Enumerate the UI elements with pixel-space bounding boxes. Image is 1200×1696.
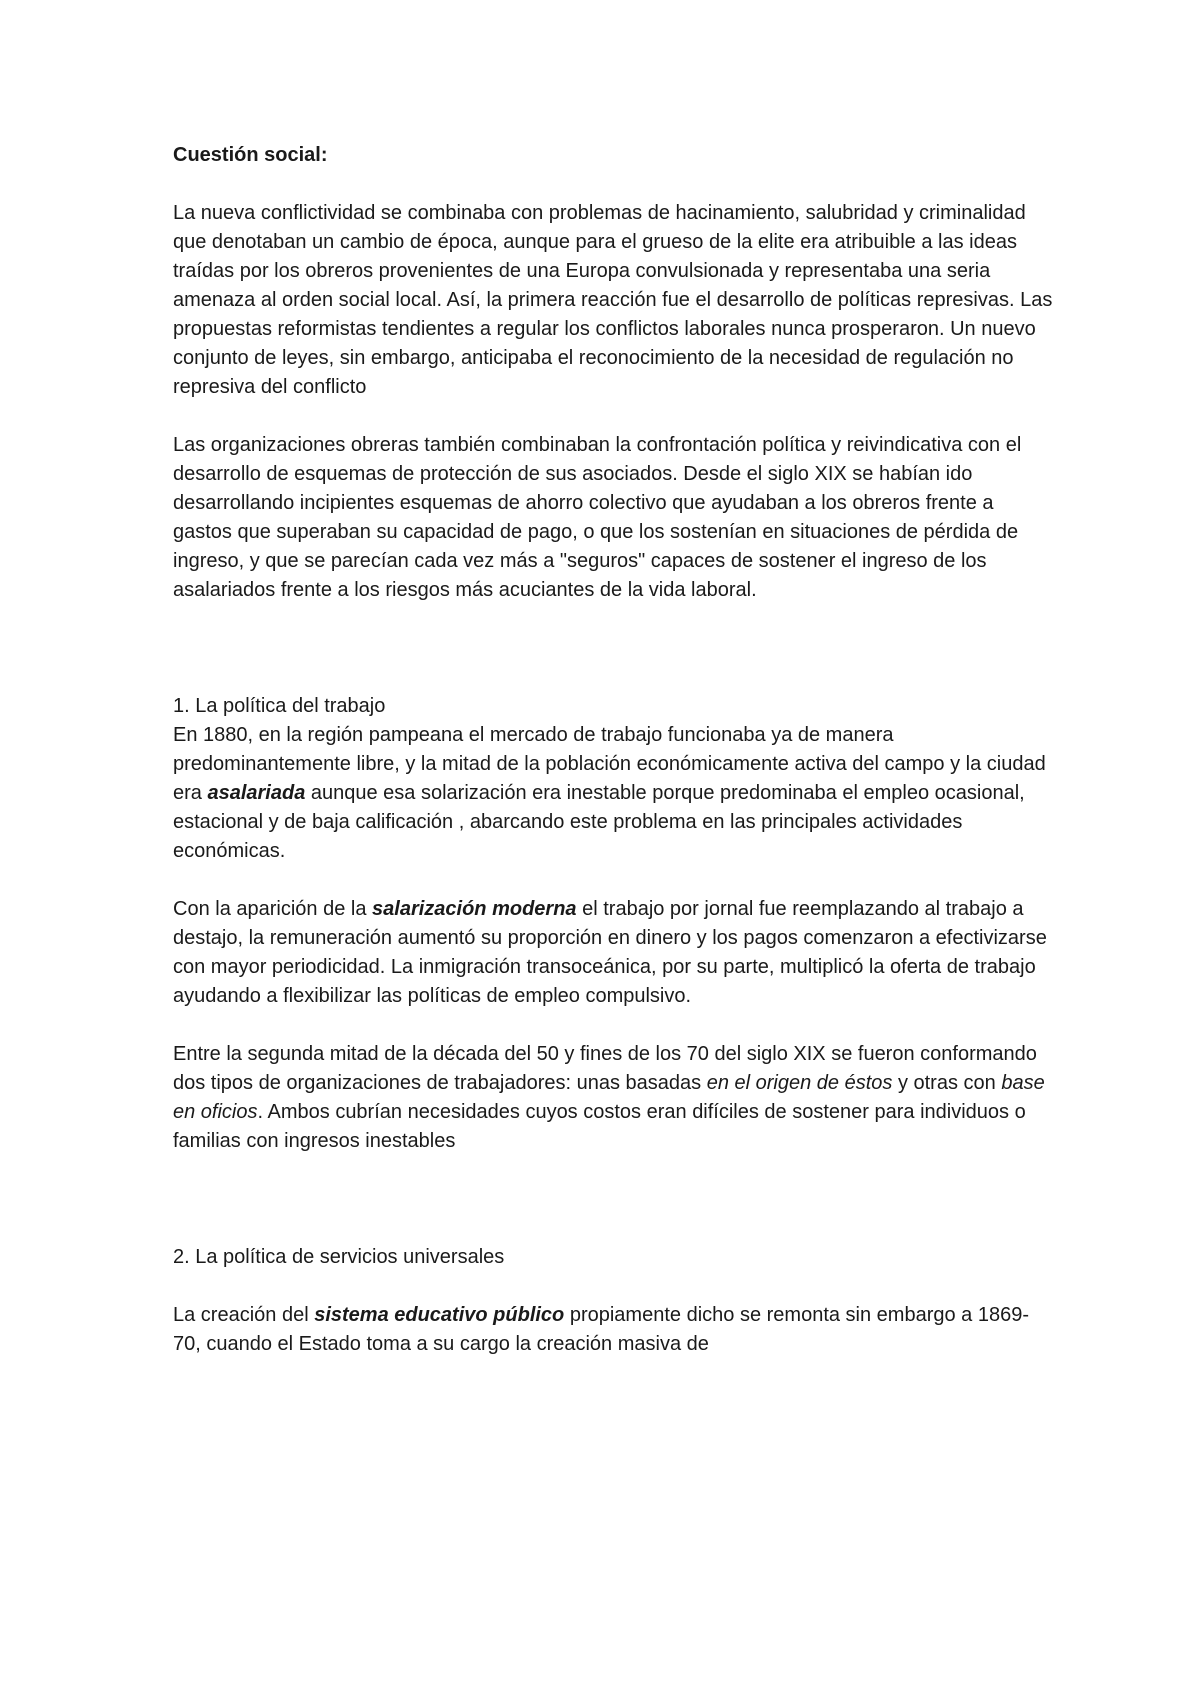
emphasis-sistema-educativo: sistema educativo público [314,1304,565,1326]
emphasis-asalariada: asalariada [207,782,306,804]
emphasis-oficios: base en oficios [173,1072,1045,1123]
section-title-servicios-universales: 2. La política de servicios universales [173,1246,505,1268]
page-heading: Cuestión social: [173,144,328,166]
text-run: propiamente dicho se remonta sin embargo a 1869-70, cuando el Estado toma a su cargo la creación masiva de [173,1304,1029,1355]
paragraph-organizaciones-obreras: Las organizaciones obreras también combinaban la confrontación política y reivindicativa con el desarrollo de esquemas de protección de sus asociados. Desde el siglo XIX se habían ido desarrollando incipientes esquemas de ahorro colectivo que ayudaban a los obreros frente a gastos que superaban su capacidad de pago, o que los sostenían en situaciones de pérdida de ingreso, y que se parecían cada vez más a "seguros" capaces de sostener el ingreso de los asalariados frente a los riesgos más acuciantes de la vida laboral. [173,434,1022,601]
emphasis-salarizacion-moderna: salarización moderna [372,898,577,920]
text-run: Entre la segunda mitad de la década del 50 y fines de los 70 del siglo XIX se fueron conformando dos tipos de organizaciones de trabajadores: unas basadas [173,1043,1037,1094]
paragraph-organizaciones-trabajadores [173,1040,1053,1156]
paragraph-salarizacion [173,895,1053,1011]
paragraph-cuestion-social: La nueva conflictividad se combinaba con problemas de hacinamiento, salubridad y criminalidad que denotaban un cambio de época, aunque para el grueso de la elite era atribuible a las ideas traídas por los obreros provenientes de una Europa convulsionada y representaba una seria amenaza al orden social local. Así, la primera reacción fue el desarrollo de políticas represivas. Las propuestas reformistas tendientes a regular los conflictos laborales nunca prosperaron. Un nuevo conjunto de leyes, sin embargo, anticipaba el reconocimiento de la necesidad de regulación no represiva del conflicto [173,202,1053,398]
document-body [173,141,1053,1359]
text-run: En 1880, en la región pampeana el mercado de trabajo funcionaba ya de manera predominantemente libre, y la mitad de la población económicamente activa del campo y la ciudad era [173,724,1046,804]
text-run: . Ambos cubrían necesidades cuyos costos eran difíciles de sostener para individuos o familias con ingresos inestables [173,1101,1026,1152]
text-run: el trabajo por jornal fue reemplazando al trabajo a destajo, la remuneración aumentó su proporción en dinero y los pagos comenzaron a efectivizarse con mayor periodicidad. La inmigración transoceánica, por su parte, multiplicó la oferta de trabajo ayudando a flexibilizar las políticas de empleo compulsivo. [173,898,1047,1007]
text-run: aunque esa solarización era inestable porque predominaba el empleo ocasional, estacional y de baja calificación , abarcando este problema en las principales actividades económicas. [173,782,1025,862]
text-run: Con la aparición de la [173,898,373,920]
paragraph-mercado-trabajo [173,721,1053,866]
text-run: y otras con [892,1072,1002,1094]
text-run: La creación del [173,1304,315,1326]
emphasis-origen: en el origen de éstos [706,1072,893,1094]
paragraph-sistema-educativo [173,1301,1053,1359]
section-title-politica-trabajo: 1. La política del trabajo [173,695,386,717]
